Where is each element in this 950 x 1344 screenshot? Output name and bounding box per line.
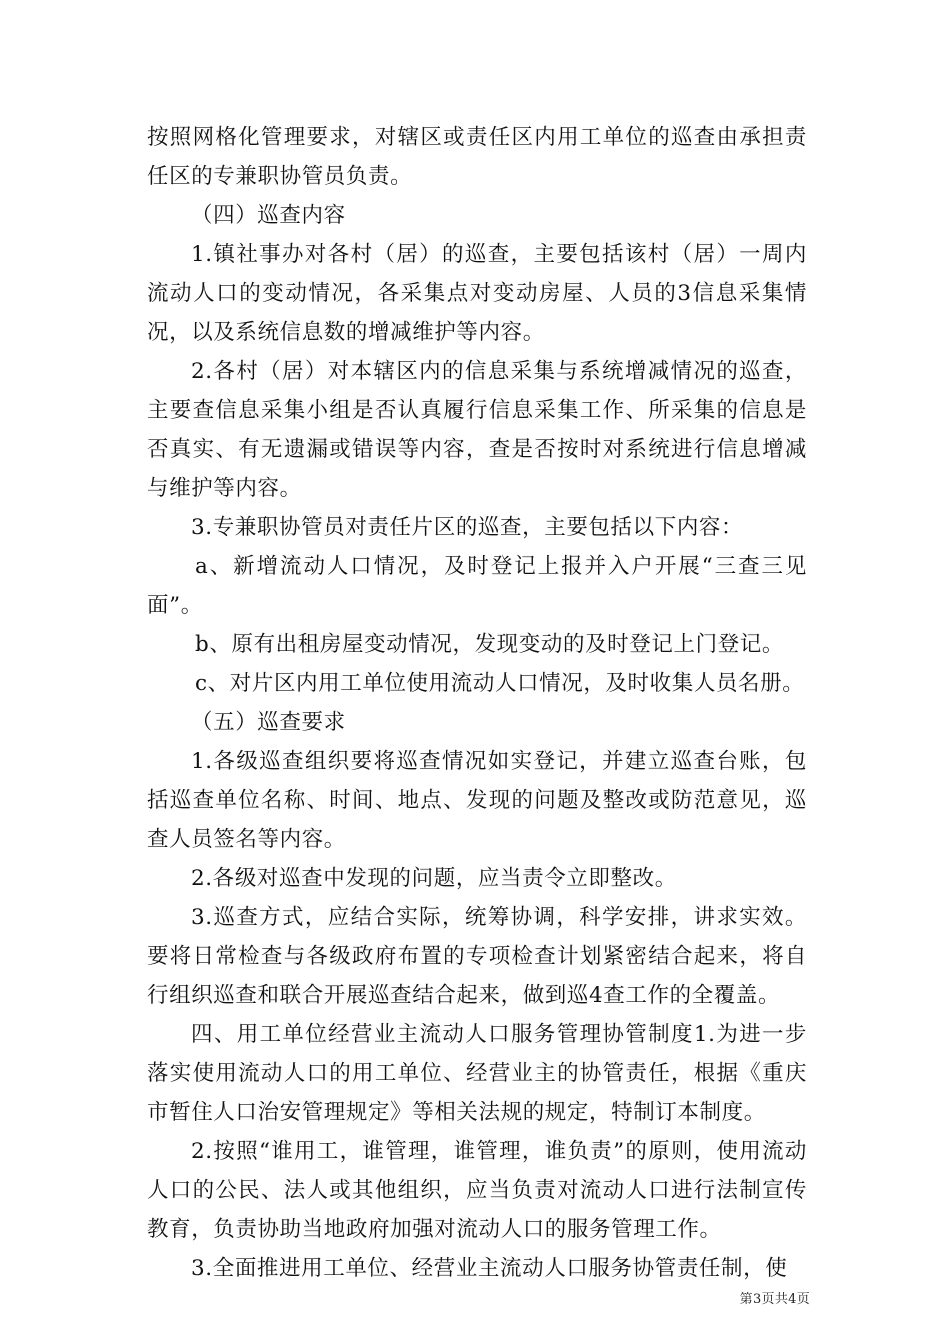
paragraph-grid-management: 按照网格化管理要求，对辖区或责任区内用工单位的巡查由承担责任区的专兼职协管员负责。	[147, 125, 807, 189]
paragraph-town-office-inspection: 1.镇社事办对各村（居）的巡查，主要包括该村（居）一周内流动人口的变动情况，各采集点对变动房屋、人员的3信息采集情况，以及系统信息数的增减维护等内容。	[147, 242, 807, 345]
heading-inspection-content: （四）巡查内容	[191, 203, 346, 228]
heading-inspection-requirements: （五）巡查要求	[191, 710, 346, 735]
paragraph-coordinator-inspection: 3.专兼职协管员对责任片区的巡查，主要包括以下内容：	[191, 515, 744, 540]
paragraph-section-four-2: 2.按照“谁用工，谁管理，谁管理，谁负责”的原则，使用流动人口的公民、法人或其他组织，应当负责对流动人口进行法制宣传教育，负责协助当地政府加强对流动人口的服务管理工作。	[147, 1139, 807, 1242]
document-body	[147, 118, 807, 1288]
paragraph-section-four-3: 3.全面推进用工单位、经营业主流动人口服务协管责任制，使	[191, 1256, 788, 1281]
paragraph-requirement-1: 1.各级巡查组织要将巡查情况如实登记，并建立巡查台账，包括巡查单位名称、时间、地点、发现的问题及整改或防范意见，巡查人员签名等内容。	[147, 749, 807, 852]
paragraph-requirement-3: 3.巡查方式，应结合实际，统筹协调，科学安排，讲求实效。要将日常检查与各级政府布置的专项检查计划紧密结合起来，将自行组织巡查和联合开展巡查结合起来，做到巡4查工作的全覆盖。	[147, 905, 807, 1008]
page-number: 第3页共4页	[739, 1292, 810, 1307]
paragraph-requirement-2: 2.各级对巡查中发现的问题，应当责令立即整改。	[191, 866, 677, 891]
paragraph-section-four: 四、用工单位经营业主流动人口服务管理协管制度1.为进一步落实使用流动人口的用工单位、经营业主的协管责任，根据《重庆市暂住人口治安管理规定》等相关法规的规定，特制订本制度。	[147, 1022, 807, 1125]
paragraph-village-inspection: 2.各村（居）对本辖区内的信息采集与系统增减情况的巡查，主要查信息采集小组是否认真履行信息采集工作、所采集的信息是否真实、有无遗漏或错误等内容，查是否按时对系统进行信息增减与维护等内容。	[147, 359, 807, 501]
list-item-b: b、原有出租房屋变动情况，发现变动的及时登记上门登记。	[195, 632, 784, 657]
list-item-a: a、新增流动人口情况，及时登记上报并入户开展“三查三见面”。	[147, 554, 807, 618]
list-item-c: c、对片区内用工单位使用流动人口情况，及时收集人员名册。	[195, 671, 805, 696]
